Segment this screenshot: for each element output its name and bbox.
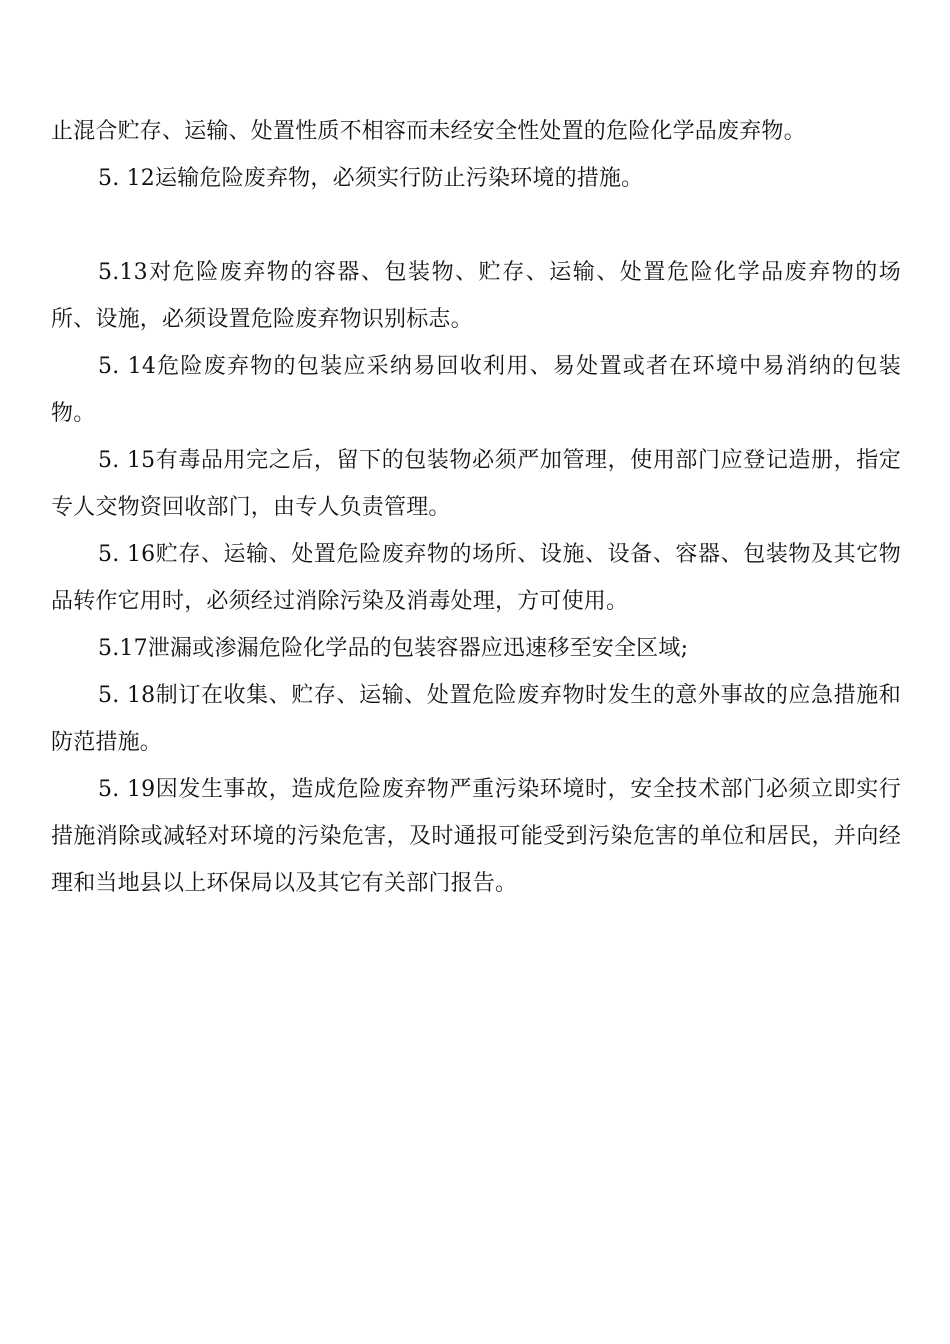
paragraph-5-18: 5. 18制订在收集、贮存、运输、处置危险废弃物时发生的意外事故的应急措施和防范措施。 (51, 683, 901, 755)
paragraph-5-16: 5. 16贮存、运输、处置危险废弃物的场所、设施、设备、容器、包装物及其它物品转作它用时，必须经过消除污染及消毒处理，方可使用。 (51, 542, 901, 614)
paragraph-5-13: 5.13对危险废弃物的容器、包装物、贮存、运输、处置危险化学品废弃物的场所、设施，必须设置危险废弃物识别标志。 (51, 260, 901, 332)
paragraph-5-15: 5. 15有毒品用完之后，留下的包装物必须严加管理，使用部门应登记造册，指定专人交物资回收部门，由专人负责管理。 (51, 448, 901, 520)
document-body (51, 108, 901, 907)
blank-line (51, 202, 901, 249)
paragraph-5-17: 5.17泄漏或渗漏危险化学品的包装容器应迅速移至安全区域; (98, 636, 689, 661)
paragraph-5-14: 5. 14危险废弃物的包装应采纳易回收利用、易处置或者在环境中易消纳的包装物。 (51, 354, 901, 426)
paragraph-continuation: 止混合贮存、运输、处置性质不相容而未经安全性处置的危险化学品废弃物。 (51, 119, 806, 144)
paragraph-5-19: 5. 19因发生事故，造成危险废弃物严重污染环境时，安全技术部门必须立即实行措施消除或减轻对环境的污染危害，及时通报可能受到污染危害的单位和居民，并向经理和当地县以上环保局以及其它有关部门报告。 (51, 777, 901, 896)
paragraph-5-12: 5. 12运输危险废弃物，必须实行防止污染环境的措施。 (98, 166, 644, 191)
